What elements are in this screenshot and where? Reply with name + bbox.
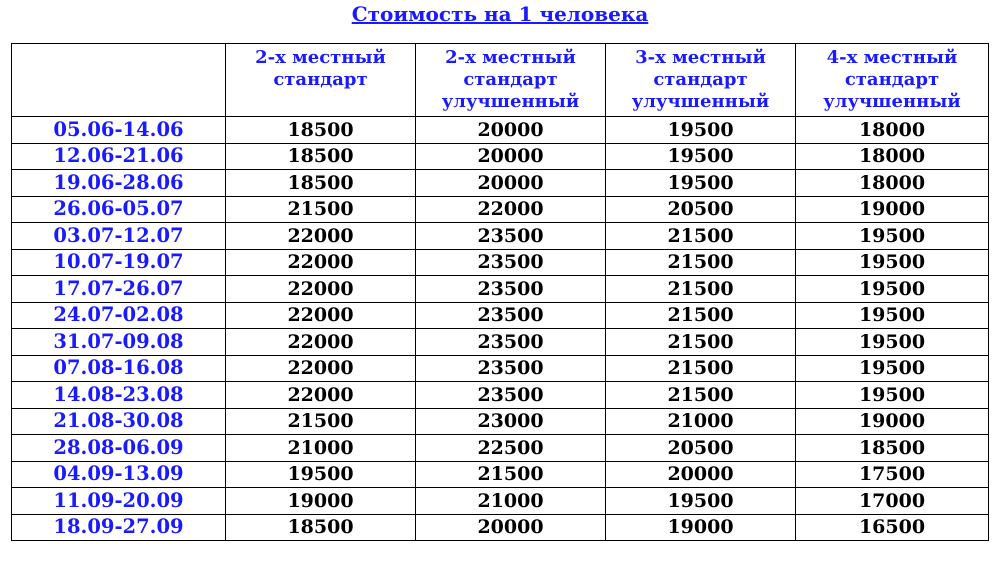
period-cell: 14.08-23.08 — [12, 382, 226, 409]
header-line: стандарт — [273, 69, 368, 90]
price-cell: 21500 — [606, 329, 796, 356]
price-cell: 19500 — [796, 223, 989, 250]
price-cell: 22000 — [416, 196, 606, 223]
price-cell: 19500 — [796, 355, 989, 382]
price-cell: 21500 — [606, 223, 796, 250]
price-table — [11, 43, 989, 541]
price-cell: 19500 — [796, 329, 989, 356]
header-line: стандарт — [653, 69, 748, 90]
price-cell: 23500 — [416, 329, 606, 356]
price-cell: 19500 — [606, 143, 796, 170]
period-cell: 26.06-05.07 — [12, 196, 226, 223]
header-line: стандарт — [844, 69, 940, 90]
price-cell: 22000 — [226, 223, 416, 250]
table-row — [12, 117, 989, 144]
header-line: 2-х местный — [445, 47, 576, 68]
table-row — [12, 382, 989, 409]
header-line: стандарт — [463, 69, 558, 90]
table-row — [12, 514, 989, 541]
header-line: 4-х местный — [826, 47, 958, 68]
header-room-type — [606, 44, 796, 117]
table-row — [12, 143, 989, 170]
price-cell: 23500 — [416, 249, 606, 276]
table-row — [12, 249, 989, 276]
period-cell: 12.06-21.06 — [12, 143, 226, 170]
price-cell: 20000 — [606, 461, 796, 488]
price-cell: 18000 — [796, 117, 989, 144]
price-cell: 21500 — [606, 276, 796, 303]
price-cell: 21000 — [606, 408, 796, 435]
price-cell: 20000 — [416, 514, 606, 541]
price-cell: 21500 — [606, 302, 796, 329]
table-row — [12, 223, 989, 250]
page-title: Стоимость на 1 человека — [351, 2, 649, 26]
price-cell: 20000 — [416, 117, 606, 144]
period-cell: 28.08-06.09 — [12, 435, 226, 462]
price-cell: 21500 — [226, 196, 416, 223]
price-cell: 19500 — [796, 276, 989, 303]
header-line: улучшенный — [631, 91, 770, 112]
price-cell: 22000 — [226, 249, 416, 276]
price-cell: 19500 — [606, 488, 796, 515]
table-row — [12, 408, 989, 435]
period-cell: 19.06-28.06 — [12, 170, 226, 197]
header-line: 2-х местный — [255, 47, 386, 68]
price-cell: 20500 — [606, 196, 796, 223]
price-cell: 22500 — [416, 435, 606, 462]
price-cell: 20500 — [606, 435, 796, 462]
price-cell: 20000 — [416, 143, 606, 170]
price-cell: 19000 — [796, 196, 989, 223]
table-row — [12, 329, 989, 356]
price-cell: 19500 — [226, 461, 416, 488]
price-cell: 19500 — [606, 117, 796, 144]
price-cell: 23500 — [416, 382, 606, 409]
header-room-type — [226, 44, 416, 117]
period-cell: 11.09-20.09 — [12, 488, 226, 515]
price-cell: 23500 — [416, 223, 606, 250]
period-cell: 07.08-16.08 — [12, 355, 226, 382]
table-row — [12, 461, 989, 488]
price-cell: 23500 — [416, 355, 606, 382]
price-cell: 18500 — [796, 435, 989, 462]
table-row — [12, 355, 989, 382]
price-cell: 22000 — [226, 355, 416, 382]
table-row — [12, 276, 989, 303]
price-cell: 19500 — [796, 302, 989, 329]
price-cell: 18000 — [796, 170, 989, 197]
price-cell: 22000 — [226, 382, 416, 409]
price-cell: 20000 — [416, 170, 606, 197]
table-row — [12, 488, 989, 515]
price-cell: 18500 — [226, 170, 416, 197]
header-line — [226, 91, 415, 113]
period-cell: 31.07-09.08 — [12, 329, 226, 356]
price-cell: 18000 — [796, 143, 989, 170]
period-cell: 10.07-19.07 — [12, 249, 226, 276]
header-room-type — [796, 44, 989, 117]
period-cell: 04.09-13.09 — [12, 461, 226, 488]
table-row — [12, 302, 989, 329]
price-cell: 23000 — [416, 408, 606, 435]
period-cell: 21.08-30.08 — [12, 408, 226, 435]
price-cell: 21000 — [226, 435, 416, 462]
price-cell: 22000 — [226, 276, 416, 303]
price-cell: 18500 — [226, 143, 416, 170]
price-cell: 21000 — [416, 488, 606, 515]
price-cell: 23500 — [416, 276, 606, 303]
price-cell: 19500 — [796, 382, 989, 409]
header-empty-cell — [12, 44, 226, 117]
price-cell: 18500 — [226, 514, 416, 541]
price-cell: 17500 — [796, 461, 989, 488]
header-row — [12, 44, 989, 117]
period-cell: 05.06-14.06 — [12, 117, 226, 144]
table-row — [12, 170, 989, 197]
table-row — [12, 196, 989, 223]
header-line: улучшенный — [823, 91, 961, 112]
price-cell: 19000 — [796, 408, 989, 435]
table-row — [12, 435, 989, 462]
period-cell: 18.09-27.09 — [12, 514, 226, 541]
header-room-type — [416, 44, 606, 117]
price-cell: 21500 — [226, 408, 416, 435]
price-cell: 19000 — [226, 488, 416, 515]
price-cell: 23500 — [416, 302, 606, 329]
price-cell: 22000 — [226, 329, 416, 356]
price-cell: 21500 — [606, 382, 796, 409]
header-line: улучшенный — [441, 91, 580, 112]
price-cell: 16500 — [796, 514, 989, 541]
price-cell: 21500 — [606, 355, 796, 382]
period-cell: 24.07-02.08 — [12, 302, 226, 329]
price-cell: 22000 — [226, 302, 416, 329]
price-cell: 19500 — [606, 170, 796, 197]
period-cell: 17.07-26.07 — [12, 276, 226, 303]
price-cell: 19000 — [606, 514, 796, 541]
price-cell: 21500 — [606, 249, 796, 276]
price-cell: 17000 — [796, 488, 989, 515]
header-line: 3-х местный — [635, 47, 766, 68]
price-table-body — [12, 117, 989, 541]
price-cell: 21500 — [416, 461, 606, 488]
period-cell: 03.07-12.07 — [12, 223, 226, 250]
price-cell: 19500 — [796, 249, 989, 276]
price-cell: 18500 — [226, 117, 416, 144]
